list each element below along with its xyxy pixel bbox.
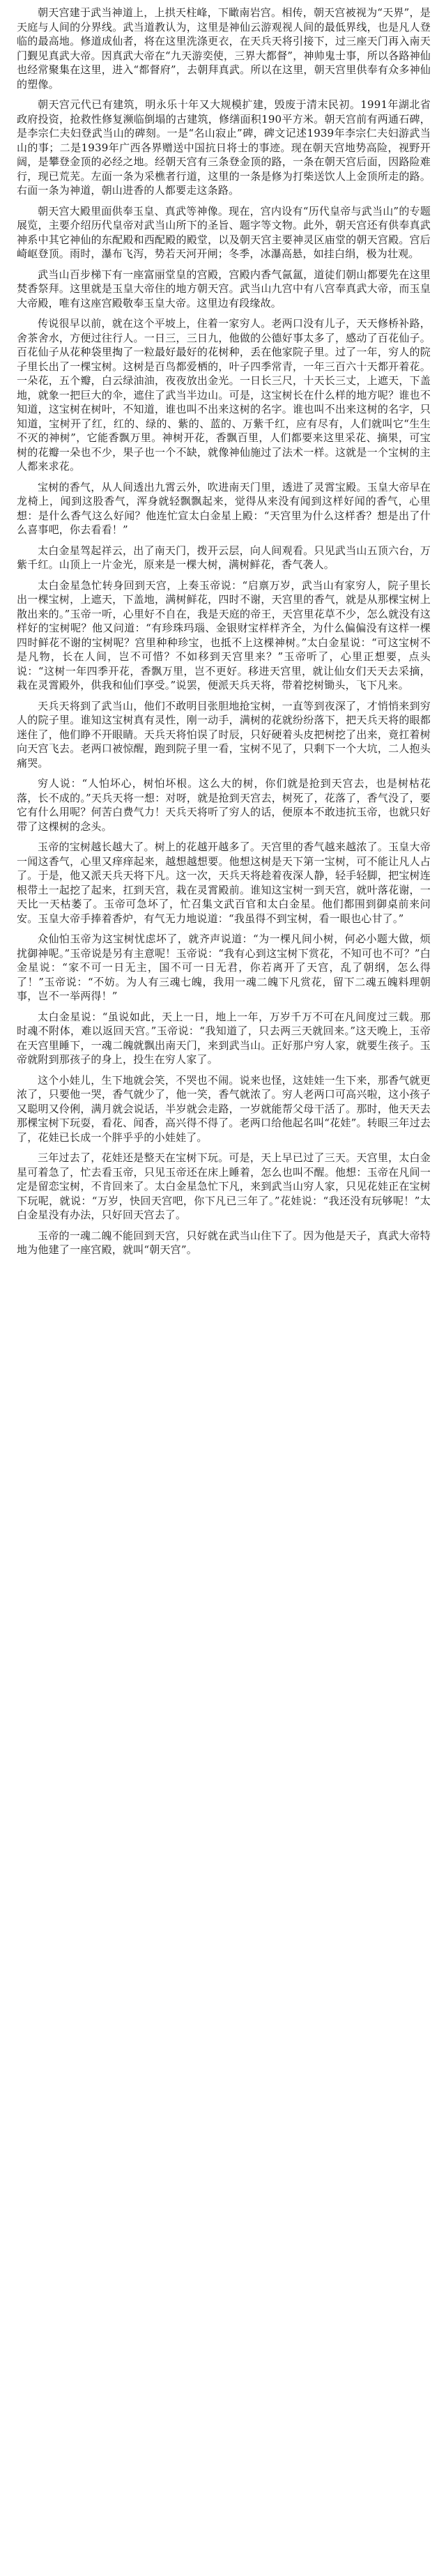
paragraph: 宝树的香气，从人间透出九霄云外，吹进南天门里，透进了灵霄宝殿。玉皇大帝早在龙椅上，闻到这股香气，浑身就轻飘飘起来，觉得从来没有闻到这样好闻的香气，心里想：是什么香气这么好闻？他连忙宣太白金星上殿：“天宫里为什么这样香？想是出了什么喜事吧，你去看看！”	[17, 480, 431, 536]
paragraph: 玉帝的一魂二魄不能回到天宫，只好就在武当山住下了。因为他是天子，真武大帝特地为他建了一座宫殿，就叫“朝天宫”。	[17, 1229, 431, 1256]
article	[0, 0, 446, 1272]
paragraph: 朝天宫建于武当神道上，上拱天柱峰，下瞰南岩宫。相传，朝天宫被视为“天界”，是天庭与人间的分界线。武当道教认为，这里是神仙云游观视人间的最低界线，也是凡人登临的最高地。修道成仙者，将在这里洗涤更衣，在天兵天将引接下，过三座天门再入南天门觐见真武大帝。因真武大帝在“九天游奕使，三界大都督”，神帅鬼士事，所以各路神仙也经常聚集在这里，进入“都督府”，去朝拜真武。所以在这里，朝天宫里供奉有众多神仙的塑像。	[17, 6, 431, 91]
paragraph: 三年过去了，花娃还是整天在宝树下玩。可是，天上早已过了三天。天宫里，太白金星可着急了，忙去看玉帝，只见玉帝还在床上睡着，怎么也叫不醒。他想：玉帝在凡间一定是留恋宝树，不肯回来了。太白金星急忙下凡，来到武当山穷人家，只见花娃正在宝树下玩呢，就说：“万岁，快回天宫吧，你下凡已三年了。”花娃说：“我还没有玩够呢！”太白金星没有办法，只好回天宫去了。	[17, 1151, 431, 1221]
paragraph: 朝天宫大殿里面供奉玉皇、真武等神像。现在，宫内设有“历代皇帝与武当山”的专题展览，主要介绍历代皇帝对武当山所下的圣旨、题字等文物。此外，朝天宫还有供奉真武神系中其它神仙的东配殿和西配殿的殿堂，以及朝天宫主要神灵区庙堂的朝天宫殿。宫后崎岖登顶。雨时，瀑布飞泻，势若天河开闸；冬季，冰瀑高悬，如挂白绢，极为壮观。	[17, 204, 431, 260]
paragraph: 太白金星说：“虽说如此，天上一日，地上一年，万岁千万不可在凡间度过三载。那时魂不附体，难以返回天宫。”玉帝说：“我知道了，只去两三天就回来。”这天晚上，玉帝在天宫里睡下，一魂二魄就飘出南天门，来到武当山。正好那户穷人家，就要生孩子。玉帝就附到那孩子的身上，投生在穷人家了。	[17, 1010, 431, 1066]
paragraph: 穷人说：“人怕坏心，树怕坏根。这么大的树，你们就是抢到天宫去，也是树枯花落，长不成的。”天兵天将一想：对呀，就是抢到天宫去，树死了，花落了，香气没了，要它有什么用呢？何苦白费气力！天兵天将听了穷人的话，便原本不敢违抗玉帝，也就只好带了这棵树的念头。	[17, 777, 431, 833]
paragraph: 玉帝的宝树越长越大了。树上的花越开越多了。天宫里的香气越来越浓了。玉皇大帝一闻这香气，心里又痒痒起来，越想越想要。他想这树是天下第一宝树，可不能让凡人占了。于是，他又派天兵天将下凡。这一次，天兵天将趁着夜深人静，轻手轻脚，把宝树连根带土一起挖了起来，扛到天宫，栽在灵霄殿前。谁知这宝树一到天宫，就叶落花谢，一天比一天枯萎了。玉帝可急坏了，忙召集文武百官和太白金星。他们都围到御桌前来问安。玉皇大帝手捧着香炉，有气无力地说道：“我虽得不到宝树，看一眼也心甘了。”	[17, 841, 431, 925]
paragraph: 太白金星驾起祥云，出了南天门，拨开云层，向人间观看。只见武当山五顶六台，万紫千红。山顶上一片金光，原来是一棵大树，满树鲜花，香气袭人。	[17, 544, 431, 571]
paragraph: 太白金星急忙转身回到天宫，上奏玉帝说：“启禀万岁，武当山有家穷人，院子里长出一棵宝树，上遮天，下盖地，满树鲜花，四时不谢，天宫里的香气，就是从那棵宝树上散出来的。”玉帝一听，心里好不自在，我是天庭的帝王，天宫里花草不少，怎么就没有这样好的宝树呢？他又问道：“有珍珠玛瑙、金银财宝样样齐全，为什么偏偏没有这样一棵四时鲜花不谢的宝树呢？宫里种种珍宝，也抵不上这棵神树。”太白金星说：“可这宝树不是凡物，长在人间，岂不可惜？不如移到天宫里来？”玉帝听了，心里正想要，点头说：“这树一年四季开花，香飘万里，岂不更好。移进天宫里，就让仙女们天天去采摘，栽在灵霄殿外，供我和仙们享受。”说罢，便派天兵天将，带着挖树锄头，飞下凡来。	[17, 578, 431, 691]
paragraph: 这个小娃儿，生下地就会笑，不哭也不闹。说来也怪，这娃娃一生下来，那香气就更浓了，只要他一哭，香气就少了，他一笑，香气就浓了。穷人老两口可高兴啦，这小孩子又聪明又伶俐，满月就会说话，半岁就会走路，一岁就能帮父母干活了。那时，他天天去那棵宝树下玩耍，看花、闻香，高兴得不得了。老两口给他起名叫“花娃”。转眼三年过去了，花娃已长成一个胖乎乎的小娃娃了。	[17, 1073, 431, 1144]
paragraph: 众仙怕玉帝为这宝树忧虑坏了，就齐声说道：“为一棵凡间小树，何必小题大做，烦扰御神呢。”玉帝说是另有主意呢！玉帝说：“我有心到这宝树下赏花，不知可也不可？”白金星说：“家不可一日无主，国不可一日无君，你若离开了天宫，乱了朝纲，怎么得了！”玉帝说：“不妨。为人有三魂七魄，我用一魂二魄下凡赏花，留下二魂五魄料理朝事，岂不一举两得！”	[17, 933, 431, 1002]
paragraph: 天兵天将到了武当山，他们不敢明目张胆地抢宝树，一直等到夜深了，才悄悄来到穷人的院子里。谁知这宝树真有灵性，刚一动手，满树的花就纷纷落下，把天兵天将的眼都迷住了，他们睁不开眼睛。天兵天将怕误了时辰，只好硬着头皮把树挖了出来，竟扛着树向天宫飞去。老两口被惊醒，跑到院子里一看，宝树不见了，只剩下一个大坑，二人抱头痛哭。	[17, 699, 431, 769]
paragraph: 朝天宫元代已有建筑，明永乐十年又大规模扩建，毁废于清末民初。1991年湖北省政府投资，抢救性修复濒临倒塌的古建筑，修缮面积190平方米。朝天宫前有两通石碑，是李宗仁夫妇登武当山的碑刻。一是“名山寂止”碑，碑文记述1939年李宗仁夫妇游武当山的事；二是1939年广西各界赠送中国抗日将士的事迹。现在朝天宫地势高险，视野开阔，是攀登金顶的必经之地。经朝天宫有三条登金顶的路，一条在朝天宫后面，因路险难行，现已荒芜。左面一条为采樵者行道，这里的一条是修为打柴送饮人上金顶所走的路。右面一条为神道，朝山进香的人都要走这条路。	[17, 98, 431, 197]
paragraph: 武当山百步梯下有一座富丽堂皇的宫殿，宫殿内香气氤氲，道徒们朝山都要先在这里焚香祭拜。这里就是玉皇大帝住的地方朝天宫。武当山九宫中有八宫奉真武大帝，而玉皇大帝殿，唯有这座宫殿敬奉玉皇大帝。这里边有段缘故。	[17, 268, 431, 309]
paragraph: 传说很早以前，就在这个平坡上，住着一家穷人。老两口没有儿子，天天修桥补路，舍茶舍水，方便过往行人。一日三，三日九，他做的公德好事太多了，感动了百花仙子。百花仙子从花种袋里掏了一粒最好最好的花树种，丢在他家院子里。过了一年，穷人的院子里长出了一棵宝树。这树是百鸟都爱栖的，叶子四季常青，一年三百六十天都开着花。一朵花，五个瓣，白云绿油油，夜夜放出金光。一日长三尺，十天长三丈，上遮天，下盖地，就象一把巨大的伞，遮住了武当半边山。可是，这宝树长在什么样的地方呢？谁也不知道，这宝树在树叶，不知道，谁也叫不出来这树的名字。谁也叫不出来这树的名字，只知道，宝树开了红，红的、绿的、紫的、蓝的、万紫千红，应有尽有，人们就叫它“生生不灭的神树”，它能香飘万里。神树开花，香飘百里，人们都要来这里采花、摘果，可宝树的花瓣一朵也不少，果子也一个不缺，就像神仙施过了法术一样。这就是一个宝树的主人都来求花。	[17, 317, 431, 473]
